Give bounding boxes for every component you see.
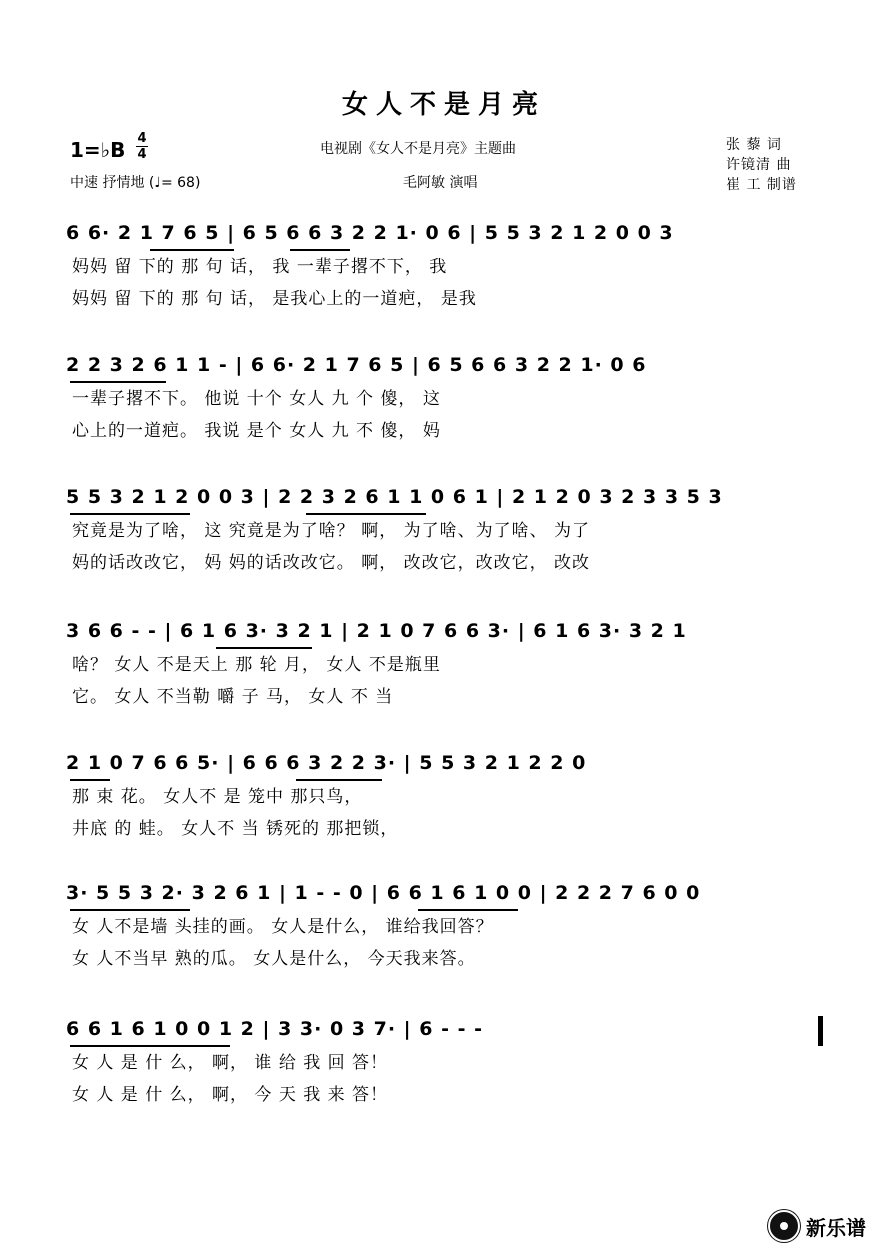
singer: 毛阿敏 演唱: [403, 175, 478, 191]
lyrics-verse-2: 井底 的 蛙。 女人不 当 锈死的 那把锁，: [72, 819, 399, 839]
lyrics-verse-1: 女 人不是墙 头挂的画。 女人是什么， 谁给我回答？: [72, 917, 494, 937]
notation-line: 6 6· 2 1 7 6 5 | 6 5 6 6 3 2 2 1· 0 6 | 5 5 3 2 1 2 0 0 3: [66, 222, 674, 244]
credit-composer: 许镜清 曲: [726, 157, 792, 173]
logo-text: 新乐谱: [806, 1215, 866, 1240]
lyrics-verse-1: 究竟是为了啥， 这 究竟是为了啥？ 啊， 为了啥、为了啥、 为了: [72, 521, 591, 541]
lyrics-verse-2: 妈妈 留 下的 那 句 话， 是我心上的一道疤， 是我: [72, 289, 477, 309]
lyrics-verse-2: 它。 女人 不当勒 嚼 子 马， 女人 不 当: [72, 687, 394, 707]
lyrics-verse-1: 啥？ 女人 不是天上 那 轮 月， 女人 不是瓶里: [72, 655, 441, 675]
notation-line: 2 2 3 2 6 1 1 - | 6 6· 2 1 7 6 5 | 6 5 6 6 3 2 2 1· 0 6: [66, 354, 647, 376]
lyrics-verse-2: 女 人不当早 熟的瓜。 女人是什么， 今天我来答。: [72, 949, 476, 969]
notation-line: 6 6 1 6 1 0 0 1 2 | 3 3· 0 3 7· | 6 - - -: [66, 1018, 483, 1040]
key-signature: 1=♭B: [70, 138, 126, 162]
subtitle: 电视剧《女人不是月亮》主题曲: [320, 141, 516, 157]
lyrics-verse-1: 那 束 花。 女人不 是 笼中 那只鸟，: [72, 787, 363, 807]
site-logo: [768, 1210, 866, 1242]
notation-line: 3 6 6 - - | 6 1 6 3· 3 2 1 | 2 1 0 7 6 6 3· | 6 1 6 3· 3 2 1: [66, 620, 687, 642]
tempo-marking: 中速 抒情地 (♩= 68): [70, 175, 201, 191]
time-signature: [136, 132, 148, 161]
vinyl-disc-icon: [768, 1210, 800, 1242]
lyrics-verse-1: 一辈子撂不下。 他说 十个 女人 九 个 傻， 这: [72, 389, 441, 409]
lyrics-verse-1: 妈妈 留 下的 那 句 话， 我 一辈子撂不下， 我: [72, 257, 448, 277]
lyrics-verse-2: 妈的话改改它， 妈 妈的话改改它。 啊， 改改它，改改它， 改改: [72, 553, 591, 573]
lyrics-verse-2: 女 人 是 什 么， 啊， 今 天 我 来 答！: [72, 1085, 389, 1105]
notation-line: 3· 5 5 3 2· 3 2 6 1 | 1 - - 0 | 6 6 1 6 1 0 0 | 2 2 2 7 6 0 0: [66, 882, 701, 904]
final-barline: [818, 1016, 823, 1046]
page-title: 女人不是月亮: [341, 90, 546, 120]
lyrics-verse-1: 女 人 是 什 么， 啊， 谁 给 我 回 答！: [72, 1053, 389, 1073]
time-signature-top: 4: [137, 131, 147, 146]
lyrics-verse-2: 心上的一道疤。 我说 是个 女人 九 不 傻， 妈: [72, 421, 441, 441]
notation-line: 2 1 0 7 6 6 5· | 6 6 6 3 2 2 3· | 5 5 3 2 1 2 2 0: [66, 752, 587, 774]
notation-line: 5 5 3 2 1 2 0 0 3 | 2 2 3 2 6 1 1 0 6 1 | 2 1 2 0 3 2 3 3 5 3: [66, 486, 723, 508]
credit-transcriber: 崔 工 制谱: [726, 177, 797, 193]
time-signature-bottom: 4: [137, 147, 147, 162]
credit-lyricist: 张 藜 词: [726, 137, 782, 153]
